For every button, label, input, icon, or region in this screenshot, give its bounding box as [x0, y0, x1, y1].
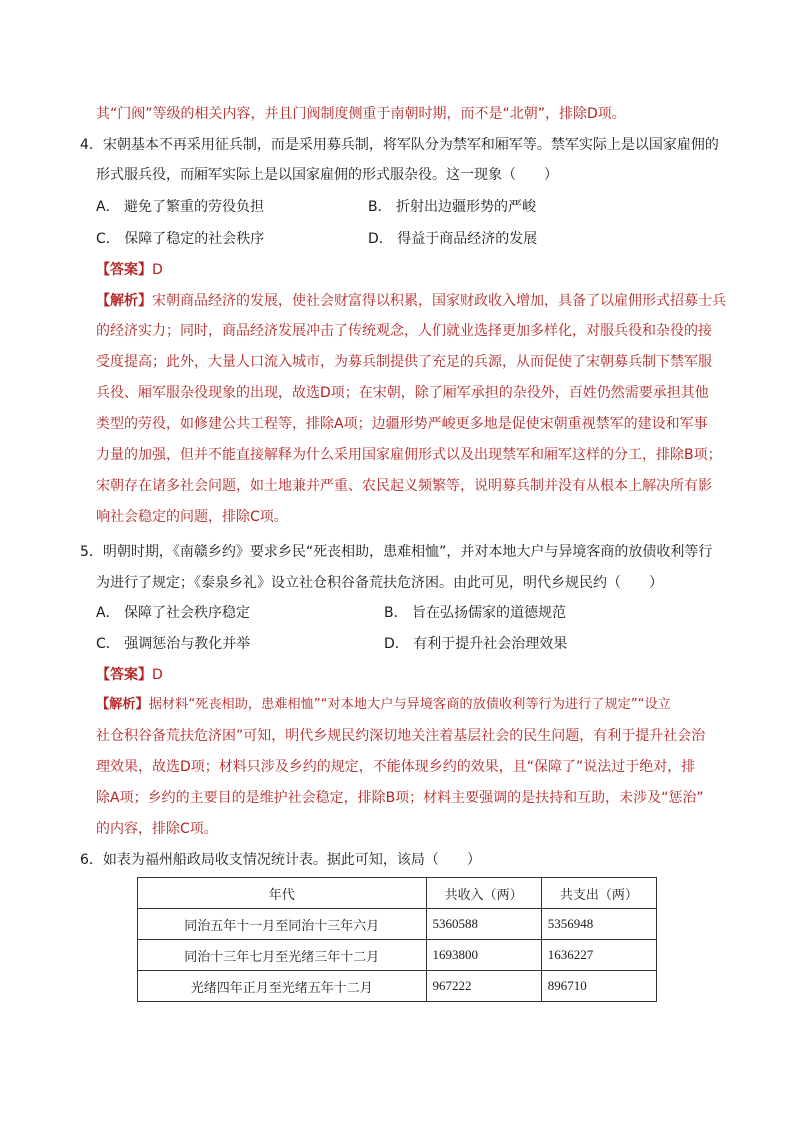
q5-analysis-line-1	[96, 695, 671, 715]
analysis-tag: 【解析】	[96, 293, 152, 309]
q4-answer	[96, 260, 163, 280]
table-cell-income: 967222	[426, 971, 541, 1002]
q4-option-b: B． 折射出边疆形势的严峻	[368, 199, 537, 215]
q5-option-d: D． 有利于提升社会治理效果	[384, 636, 568, 652]
q4-analysis-line-5: 类型的劳役，如修建公共工程等，排除A项；边疆形势严峻更多地是促使宋朝重视禁军的建设和军事	[96, 416, 708, 432]
intro-line: 其“门阀”等级的相关内容，并且门阀制度侧重于南朝时期，而不是“北朝”，排除D项。	[96, 106, 626, 122]
q5-option-a: A． 保障了社会秩序稳定	[96, 605, 251, 621]
q4-stem-line-2: 形式服兵役，而厢军实际上是以国家雇佣的形式服杂役。这一现象（ ）	[96, 167, 558, 183]
q4-analysis-line-4: 兵役、厢军服杂役现象的出现，故选D项；在宋朝，除了厢军承担的杂役外，百姓仍然需要承担其他	[96, 385, 709, 401]
shipyard-finance-table	[137, 877, 657, 1002]
q4-analysis-line-3: 受度提高；此外，大量人口流入城市，为募兵制提供了充足的兵源，从而促使了宋朝募兵制下禁军服	[96, 354, 712, 370]
table-row	[138, 940, 657, 971]
q5-analysis-line-3: 理效果，故选D项；材料只涉及乡约的规定，不能体现乡约的效果，且“保障了”说法过于绝对，排	[96, 759, 696, 775]
q4-analysis-line-7: 宋朝存在诸多社会问题，如土地兼并严重、农民起义频繁等，说明募兵制并没有从根本上解决所有影	[96, 478, 712, 494]
table-cell-income: 5360588	[426, 909, 541, 940]
analysis-text: 据材料	[148, 697, 189, 712]
table-cell-expense: 1636227	[541, 940, 656, 971]
table-cell-expense: 896710	[541, 971, 656, 1002]
q4-analysis-line-1	[96, 291, 726, 311]
quote-2: “对本地大户与异境客商的放债收利等行为进行了规定”	[320, 697, 638, 712]
table-cell-era: 同治十三年七月至光绪三年十二月	[138, 940, 427, 971]
table-cell-era: 光绪四年正月至光绪五年十二月	[138, 971, 427, 1002]
table-row	[138, 909, 657, 940]
table-header-era: 年代	[138, 878, 427, 909]
table-header-expense: 共支出（两）	[541, 878, 656, 909]
q4-stem-line-1: 4．宋朝基本不再采用征兵制，而是采用募兵制，将军队分为禁军和厢军等。禁军实际上是以国家雇佣的	[80, 137, 719, 153]
q5-option-c: C． 强调惩治与教化并举	[96, 636, 251, 652]
quote-3: “设立	[637, 697, 671, 712]
q4-option-c: C． 保障了稳定的社会秩序	[96, 231, 265, 247]
q5-analysis-line-4: 除A项；乡约的主要目的是维护社会稳定，排除B项；材料主要强调的是扶持和互助，未涉及“惩治”	[96, 790, 704, 806]
answer-tag: 【答案】	[96, 667, 152, 683]
answer-tag: 【答案】	[96, 262, 152, 278]
table-cell-income: 1693800	[426, 940, 541, 971]
table-cell-era: 同治五年十一月至同治十三年六月	[138, 909, 427, 940]
analysis-tag: 【解析】	[96, 697, 149, 712]
q4-analysis-line-6: 力量的加强，但并不能直接解释为什么采用国家雇佣形式以及出现禁军和厢军这样的分工，排除B项；	[96, 447, 722, 463]
table-header-row	[138, 878, 657, 909]
q4-analysis-line-8: 响社会稳定的问题，排除C项。	[96, 509, 288, 525]
table-cell-expense: 5356948	[541, 909, 656, 940]
q6-stem-line-1: 6．如表为福州船政局收支情况统计表。据此可知，该局（ ）	[80, 852, 481, 868]
answer-value: D	[152, 667, 163, 683]
quote-1: “死丧相助，患难相恤”	[188, 697, 321, 712]
table-row	[138, 971, 657, 1002]
q5-stem-line-1: 5．明朝时期，《南赣乡约》要求乡民“死丧相助，患难相恤”，并对本地大户与异境客商的放债收利等行	[80, 544, 713, 560]
q5-option-b: B． 旨在弘扬儒家的道德规范	[384, 605, 567, 621]
q5-analysis-line-5: 的内容，排除C项。	[96, 821, 218, 837]
q5-stem-line-2: 为进行了规定；《泰泉乡礼》设立社仓积谷备荒扶危济困。由此可见，明代乡规民约（ ）	[96, 575, 663, 591]
q4-analysis-line-2: 的经济实力；同时，商品经济发展冲击了传统观念，人们就业选择更加多样化，对服兵役和杂役的接	[96, 323, 712, 339]
q5-analysis-line-2: 社仓积谷备荒扶危济困”可知，明代乡规民约深切地关注着基层社会的民生问题，有利于提升社会治	[96, 728, 706, 744]
analysis-text: 宋朝商品经济的发展，使社会财富得以积累，国家财政收入增加，具备了以雇佣形式招募士兵	[152, 293, 726, 309]
q4-option-a: A． 避免了繁重的劳役负担	[96, 199, 265, 215]
q5-answer	[96, 665, 163, 685]
q4-option-d: D． 得益于商品经济的发展	[368, 231, 538, 247]
table-header-income: 共收入（两）	[426, 878, 541, 909]
answer-value: D	[152, 262, 163, 278]
